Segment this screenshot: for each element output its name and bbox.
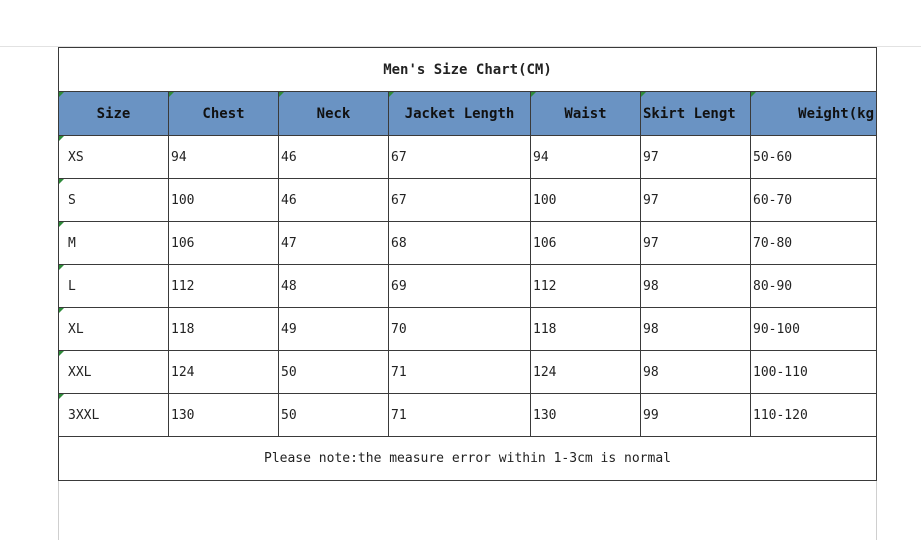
size-chart-table — [58, 47, 877, 481]
cell-jacket-length: 67 — [389, 179, 531, 222]
cell-neck: 47 — [279, 222, 389, 265]
cell-marker — [169, 92, 174, 97]
cell-jacket-length: 67 — [389, 136, 531, 179]
table-row — [59, 394, 877, 437]
measurement-note: Please note:the measure error within 1-3cm is normal — [59, 437, 877, 481]
cell-weight: 110-120 — [751, 394, 877, 437]
cell-jacket-length: 70 — [389, 308, 531, 351]
cell-neck: 49 — [279, 308, 389, 351]
table-row — [59, 308, 877, 351]
cell-size: XS — [59, 136, 169, 179]
cell-marker — [59, 179, 64, 184]
header-weight: Weight(kg — [751, 92, 877, 136]
cell-waist: 130 — [531, 394, 641, 437]
cell-marker — [751, 92, 756, 97]
cell-size: XXL — [59, 351, 169, 394]
cell-jacket-length: 71 — [389, 394, 531, 437]
cell-marker — [59, 265, 64, 270]
table-title: Men's Size Chart(CM) — [59, 48, 877, 92]
cell-waist: 106 — [531, 222, 641, 265]
cell-neck: 50 — [279, 351, 389, 394]
cell-waist: 100 — [531, 179, 641, 222]
cell-neck: 50 — [279, 394, 389, 437]
header-skirt-length: Skirt Lengt — [641, 92, 751, 136]
cell-skirt-length: 99 — [641, 394, 751, 437]
cell-marker — [59, 222, 64, 227]
table-row — [59, 351, 877, 394]
cell-waist: 124 — [531, 351, 641, 394]
table-row — [59, 136, 877, 179]
header-neck: Neck — [279, 92, 389, 136]
table-row — [59, 265, 877, 308]
cell-chest: 106 — [169, 222, 279, 265]
cell-size: XL — [59, 308, 169, 351]
cell-marker — [389, 92, 394, 97]
cell-jacket-length: 68 — [389, 222, 531, 265]
cell-skirt-length: 97 — [641, 136, 751, 179]
table-row — [59, 179, 877, 222]
cell-marker — [59, 394, 64, 399]
cell-waist: 112 — [531, 265, 641, 308]
cell-weight: 80-90 — [751, 265, 877, 308]
cell-neck: 46 — [279, 136, 389, 179]
cell-chest: 118 — [169, 308, 279, 351]
header-chest: Chest — [169, 92, 279, 136]
cell-chest: 130 — [169, 394, 279, 437]
cell-skirt-length: 97 — [641, 179, 751, 222]
cell-marker — [59, 136, 64, 141]
cell-size: 3XXL — [59, 394, 169, 437]
cell-skirt-length: 98 — [641, 308, 751, 351]
cell-weight: 60-70 — [751, 179, 877, 222]
cell-marker — [59, 92, 64, 97]
header-jacket-length: Jacket Length — [389, 92, 531, 136]
header-waist: Waist — [531, 92, 641, 136]
cell-marker — [279, 92, 284, 97]
cell-size: L — [59, 265, 169, 308]
cell-weight: 50-60 — [751, 136, 877, 179]
cell-chest: 112 — [169, 265, 279, 308]
cell-chest: 124 — [169, 351, 279, 394]
cell-neck: 48 — [279, 265, 389, 308]
cell-size: M — [59, 222, 169, 265]
cell-weight: 90-100 — [751, 308, 877, 351]
cell-jacket-length: 69 — [389, 265, 531, 308]
cell-skirt-length: 98 — [641, 351, 751, 394]
cell-marker — [59, 351, 64, 356]
cell-skirt-length: 97 — [641, 222, 751, 265]
cell-chest: 94 — [169, 136, 279, 179]
cell-neck: 46 — [279, 179, 389, 222]
cell-weight: 100-110 — [751, 351, 877, 394]
cell-waist: 118 — [531, 308, 641, 351]
cell-chest: 100 — [169, 179, 279, 222]
cell-marker — [59, 308, 64, 313]
cell-size: S — [59, 179, 169, 222]
cell-marker — [531, 92, 536, 97]
header-row — [59, 92, 877, 136]
cell-skirt-length: 98 — [641, 265, 751, 308]
header-size: Size — [59, 92, 169, 136]
cell-weight: 70-80 — [751, 222, 877, 265]
table-row — [59, 222, 877, 265]
cell-waist: 94 — [531, 136, 641, 179]
cell-jacket-length: 71 — [389, 351, 531, 394]
cell-marker — [641, 92, 646, 97]
